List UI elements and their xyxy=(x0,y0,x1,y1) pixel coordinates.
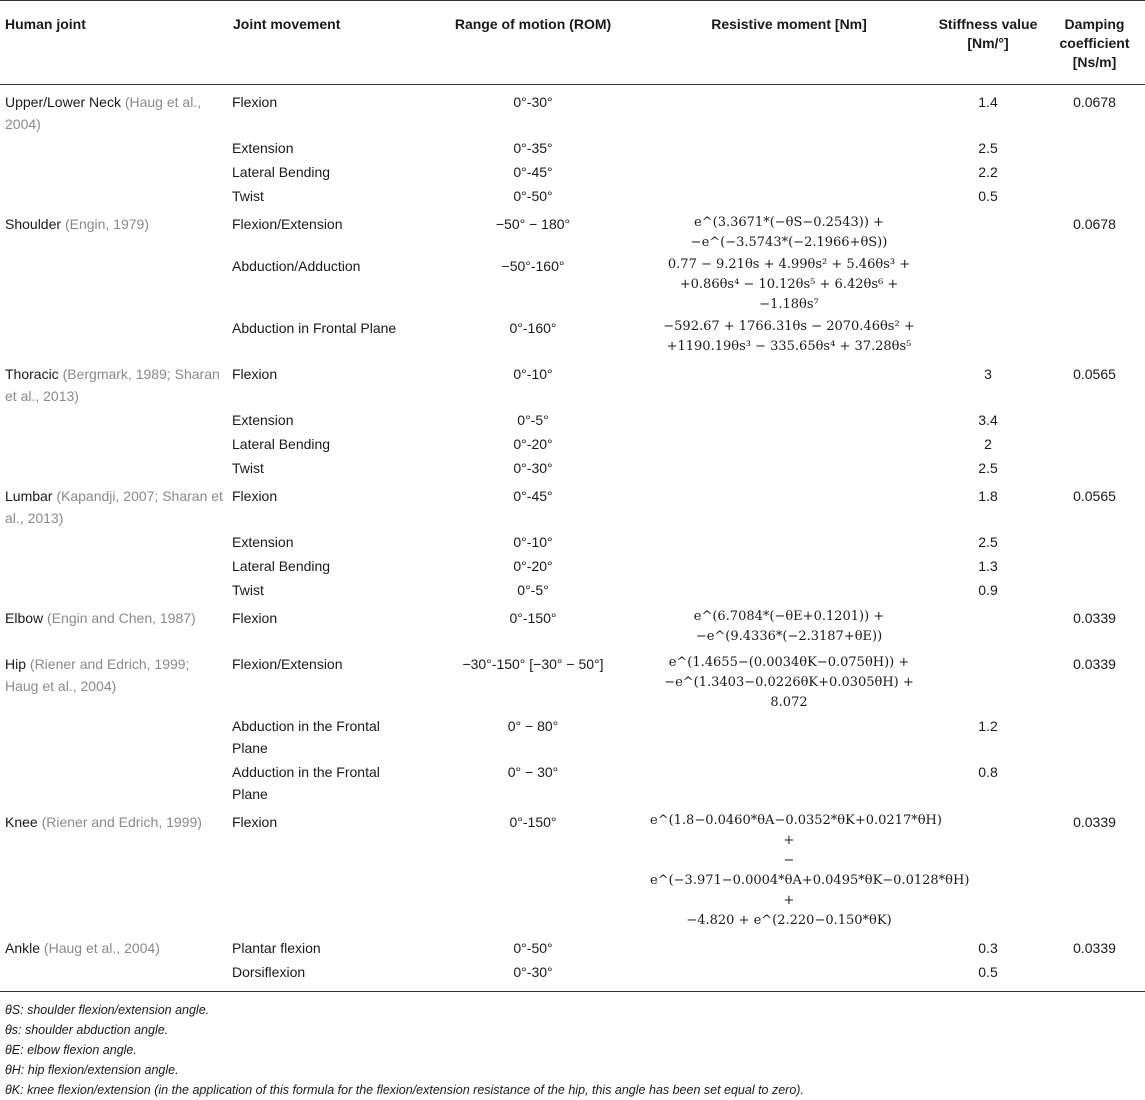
cell-resistive-moment xyxy=(646,959,932,991)
header-row xyxy=(0,1,1145,85)
cell-joint-movement: Twist xyxy=(232,188,264,204)
cell-resistive-moment xyxy=(646,577,932,601)
cell-resistive-moment: 0.77 − 9.21θs + 4.99θs² + 5.46θs³ + +0.86θs⁴ − 10.12θs⁵ + 6.42θs⁶ + −1.18θs⁷ xyxy=(667,257,911,312)
table-row xyxy=(0,431,1145,455)
cell-joint-movement: Dorsiflexion xyxy=(232,964,306,980)
cell-joint-movement: Flexion xyxy=(232,610,278,626)
cell-joint-movement: Flexion xyxy=(232,366,278,382)
cell-resistive-moment: −592.67 + 1766.31θs − 2070.46θs² + +1190.19θs³ − 335.65θs⁴ + 37.28θs⁵ xyxy=(663,319,915,354)
cell-range-of-motion: 0°-10° xyxy=(513,534,553,550)
cell-human-joint xyxy=(0,431,228,455)
cell-resistive-moment xyxy=(646,713,932,759)
table-row xyxy=(0,647,1145,713)
cell-damping-coefficient xyxy=(1044,431,1145,455)
cell-range-of-motion: 0°-45° xyxy=(513,488,553,504)
table-header xyxy=(0,1,1145,85)
cell-joint-movement: Flexion xyxy=(232,488,278,504)
cell-damping-coefficient xyxy=(1044,553,1145,577)
cell-joint-movement: Flexion xyxy=(232,814,278,830)
cell-range-of-motion: 0°-160° xyxy=(509,320,557,336)
cell-damping-coefficient: 0.0565 xyxy=(1073,366,1116,382)
cell-damping-coefficient xyxy=(1044,455,1145,479)
table-row xyxy=(0,183,1145,207)
cell-joint-movement: Lateral Bending xyxy=(232,436,331,452)
cell-range-of-motion: 0°-30° xyxy=(513,964,553,980)
cell-joint-movement: Flexion/Extension xyxy=(232,656,343,672)
cell-human-joint xyxy=(0,315,228,357)
cell-stiffness-value xyxy=(932,805,1044,931)
cell-resistive-moment xyxy=(646,159,932,183)
cell-human-joint xyxy=(0,959,228,991)
footnote: θs: shoulder abduction angle. xyxy=(5,1023,169,1037)
cell-range-of-motion: 0°-150° xyxy=(509,610,557,626)
cell-range-of-motion: 0°-35° xyxy=(513,140,553,156)
cell-range-of-motion: 0°-5° xyxy=(517,412,549,428)
cell-stiffness-value: 1.2 xyxy=(978,718,998,734)
cell-stiffness-value: 2.2 xyxy=(978,164,998,180)
cell-range-of-motion: 0°-30° xyxy=(513,94,553,110)
footnote: θH: hip flexion/extension angle. xyxy=(5,1063,179,1077)
cell-range-of-motion: 0°-20° xyxy=(513,436,553,452)
cell-human-joint xyxy=(0,759,228,805)
cell-stiffness-value xyxy=(932,315,1044,357)
cell-joint-movement: Adduction in the Frontal Plane xyxy=(232,764,380,802)
cell-resistive-moment xyxy=(646,357,932,407)
cell-joint-movement: Extension xyxy=(232,534,294,550)
cell-damping-coefficient xyxy=(1044,529,1145,553)
joint-citation: (Bergmark, 1989; Sharan et al., 2013) xyxy=(5,366,220,404)
cell-range-of-motion: 0°-10° xyxy=(513,366,553,382)
cell-stiffness-value xyxy=(932,647,1044,713)
cell-stiffness-value: 0.5 xyxy=(978,188,998,204)
cell-resistive-moment xyxy=(646,529,932,553)
cell-human-joint xyxy=(0,207,228,253)
cell-stiffness-value: 1.8 xyxy=(978,488,998,504)
cell-stiffness-value xyxy=(932,601,1044,647)
table-row xyxy=(0,207,1145,253)
table-row xyxy=(0,529,1145,553)
joint-citation: (Haug et al., 2004) xyxy=(5,94,202,132)
cell-damping-coefficient xyxy=(1044,315,1145,357)
cell-human-joint xyxy=(0,529,228,553)
cell-resistive-moment xyxy=(646,455,932,479)
cell-resistive-moment: e^(1.4655−(0.0034θK−0.075θH)) + −e^(1.3403−0.0226θK+0.0305θH) + 8.072 xyxy=(664,655,914,710)
cell-damping-coefficient: 0.0339 xyxy=(1073,814,1116,830)
cell-damping-coefficient: 0.0678 xyxy=(1073,94,1116,110)
cell-range-of-motion: −30°-150° [−30° − 50°] xyxy=(462,656,604,672)
joint-citation: (Haug et al., 2004) xyxy=(43,940,160,956)
table-row xyxy=(0,931,1145,959)
table-row xyxy=(0,253,1145,315)
cell-damping-coefficient xyxy=(1044,135,1145,159)
cell-joint-movement: Twist xyxy=(232,460,264,476)
joint-citation: (Engin, 1979) xyxy=(64,216,149,232)
cell-joint-movement: Abduction in Frontal Plane xyxy=(232,320,397,336)
joint-name: Knee xyxy=(5,814,42,830)
joint-name: Ankle xyxy=(5,940,44,956)
cell-resistive-moment xyxy=(646,553,932,577)
cell-stiffness-value: 3 xyxy=(984,366,992,382)
cell-stiffness-value: 0.5 xyxy=(978,964,998,980)
cell-resistive-moment xyxy=(646,135,932,159)
cell-human-joint xyxy=(0,455,228,479)
cell-resistive-moment xyxy=(646,759,932,805)
table-row xyxy=(0,601,1145,647)
cell-stiffness-value: 2.5 xyxy=(978,460,998,476)
table-row xyxy=(0,959,1145,991)
cell-joint-movement: Lateral Bending xyxy=(232,558,331,574)
header-joint-movement: Joint movement xyxy=(228,1,420,85)
cell-resistive-moment xyxy=(646,183,932,207)
cell-stiffness-value: 0.8 xyxy=(978,764,998,780)
cell-resistive-moment xyxy=(646,85,932,136)
cell-stiffness-value xyxy=(932,253,1044,315)
cell-range-of-motion: 0°-30° xyxy=(513,460,553,476)
cell-joint-movement: Extension xyxy=(232,140,294,156)
cell-human-joint xyxy=(0,601,228,647)
table-row xyxy=(0,357,1145,407)
cell-damping-coefficient xyxy=(1044,253,1145,315)
cell-damping-coefficient xyxy=(1044,759,1145,805)
cell-human-joint xyxy=(0,357,228,407)
cell-human-joint xyxy=(0,85,228,136)
cell-stiffness-value: 0.3 xyxy=(978,940,998,956)
footnote: θE: elbow flexion angle. xyxy=(5,1043,137,1057)
cell-human-joint xyxy=(0,135,228,159)
cell-human-joint xyxy=(0,553,228,577)
cell-joint-movement: Extension xyxy=(232,412,294,428)
cell-damping-coefficient: 0.0339 xyxy=(1073,940,1116,956)
cell-range-of-motion: 0° − 30° xyxy=(507,764,559,780)
cell-damping-coefficient xyxy=(1044,407,1145,431)
cell-stiffness-value: 1.4 xyxy=(978,94,998,110)
cell-range-of-motion: −50°-160° xyxy=(501,258,565,274)
cell-range-of-motion: −50° − 180° xyxy=(495,216,571,232)
cell-resistive-moment xyxy=(646,479,932,529)
header-resistive-moment: Resistive moment [Nm] xyxy=(646,1,932,85)
cell-resistive-moment: e^(3.3671*(−θS−0.2543)) + −e^(−3.5743*(−2.1966+θS)) xyxy=(690,215,888,250)
footnotes xyxy=(0,992,1145,1100)
joint-name: Thoracic xyxy=(5,366,63,382)
cell-range-of-motion: 0° − 80° xyxy=(507,718,559,734)
table-row xyxy=(0,577,1145,601)
joint-citation: (Kapandji, 2007; Sharan et al., 2013) xyxy=(5,488,223,526)
cell-human-joint xyxy=(0,805,228,931)
cell-joint-movement: Flexion xyxy=(232,94,278,110)
cell-range-of-motion: 0°-50° xyxy=(513,188,553,204)
table-body xyxy=(0,85,1145,992)
cell-damping-coefficient: 0.0565 xyxy=(1073,488,1116,504)
joint-name: Upper/Lower Neck xyxy=(5,94,125,110)
table-row xyxy=(0,759,1145,805)
cell-range-of-motion: 0°-20° xyxy=(513,558,553,574)
table-row xyxy=(0,407,1145,431)
cell-resistive-moment xyxy=(646,407,932,431)
header-human-joint: Human joint xyxy=(0,1,228,85)
cell-stiffness-value: 2 xyxy=(984,436,992,452)
joint-name: Elbow xyxy=(5,610,48,626)
cell-joint-movement: Abduction/Adduction xyxy=(232,258,361,274)
cell-range-of-motion: 0°-150° xyxy=(509,814,557,830)
table-row xyxy=(0,159,1145,183)
cell-damping-coefficient: 0.0678 xyxy=(1073,216,1116,232)
cell-damping-coefficient xyxy=(1044,159,1145,183)
cell-stiffness-value: 3.4 xyxy=(978,412,998,428)
table-row xyxy=(0,135,1145,159)
cell-range-of-motion: 0°-50° xyxy=(513,940,553,956)
cell-human-joint xyxy=(0,407,228,431)
cell-damping-coefficient xyxy=(1044,713,1145,759)
cell-stiffness-value: 0.9 xyxy=(978,582,998,598)
cell-range-of-motion: 0°-45° xyxy=(513,164,553,180)
joint-citation: (Riener and Edrich, 1999; Haug et al., 2004) xyxy=(5,656,190,694)
table-row xyxy=(0,315,1145,357)
cell-stiffness-value: 2.5 xyxy=(978,140,998,156)
table-row xyxy=(0,553,1145,577)
table-row xyxy=(0,713,1145,759)
cell-stiffness-value: 1.3 xyxy=(978,558,998,574)
cell-damping-coefficient: 0.0339 xyxy=(1073,610,1116,626)
cell-resistive-moment: e^(6.7084*(−θE+0.1201)) + −e^(9.4336*(−2.3187+θE)) xyxy=(693,609,885,644)
cell-joint-movement: Lateral Bending xyxy=(232,164,331,180)
joint-citation: (Riener and Edrich, 1999) xyxy=(41,814,202,830)
cell-human-joint xyxy=(0,577,228,601)
joint-citation: (Engin and Chen, 1987) xyxy=(47,610,196,626)
cell-human-joint xyxy=(0,479,228,529)
cell-joint-movement: Twist xyxy=(232,582,264,598)
cell-stiffness-value xyxy=(932,207,1044,253)
cell-human-joint xyxy=(0,183,228,207)
header-stiffness-value: Stiffness value [Nm/°] xyxy=(932,1,1044,85)
cell-human-joint xyxy=(0,647,228,713)
joint-name: Hip xyxy=(5,656,30,672)
footnote: θK: knee flexion/extension (in the application of this formula for the flexion/extension resistance of the hip, this angle has been set equal to zero). xyxy=(5,1083,804,1097)
cell-resistive-moment: e^(1.8−0.0460*θA−0.0352*θK+0.0217*θH) + − e^(−3.971−0.0004*θA+0.0495*θK−0.0128*θH) + −4.820 + e^(2.220−0.150*θK) xyxy=(650,813,970,928)
joint-name: Lumbar xyxy=(5,488,57,504)
table-row xyxy=(0,805,1145,931)
header-range-of-motion: Range of motion (ROM) xyxy=(420,1,646,85)
cell-damping-coefficient xyxy=(1044,183,1145,207)
cell-damping-coefficient xyxy=(1044,959,1145,991)
cell-damping-coefficient: 0.0339 xyxy=(1073,656,1116,672)
footnote: θS: shoulder flexion/extension angle. xyxy=(5,1003,210,1017)
cell-stiffness-value: 2.5 xyxy=(978,534,998,550)
cell-resistive-moment xyxy=(646,931,932,959)
cell-range-of-motion: 0°-5° xyxy=(517,582,549,598)
cell-damping-coefficient xyxy=(1044,577,1145,601)
table-row xyxy=(0,455,1145,479)
cell-joint-movement: Flexion/Extension xyxy=(232,216,343,232)
cell-human-joint xyxy=(0,253,228,315)
cell-joint-movement: Abduction in the Frontal Plane xyxy=(232,718,380,756)
cell-resistive-moment xyxy=(646,431,932,455)
table-row xyxy=(0,479,1145,529)
cell-human-joint xyxy=(0,931,228,959)
table-row xyxy=(0,85,1145,136)
cell-joint-movement: Plantar flexion xyxy=(232,940,321,956)
header-damping-coefficient: Damping coefficient [Ns/m] xyxy=(1044,1,1145,85)
cell-human-joint xyxy=(0,159,228,183)
cell-human-joint xyxy=(0,713,228,759)
joint-name: Shoulder xyxy=(5,216,65,232)
